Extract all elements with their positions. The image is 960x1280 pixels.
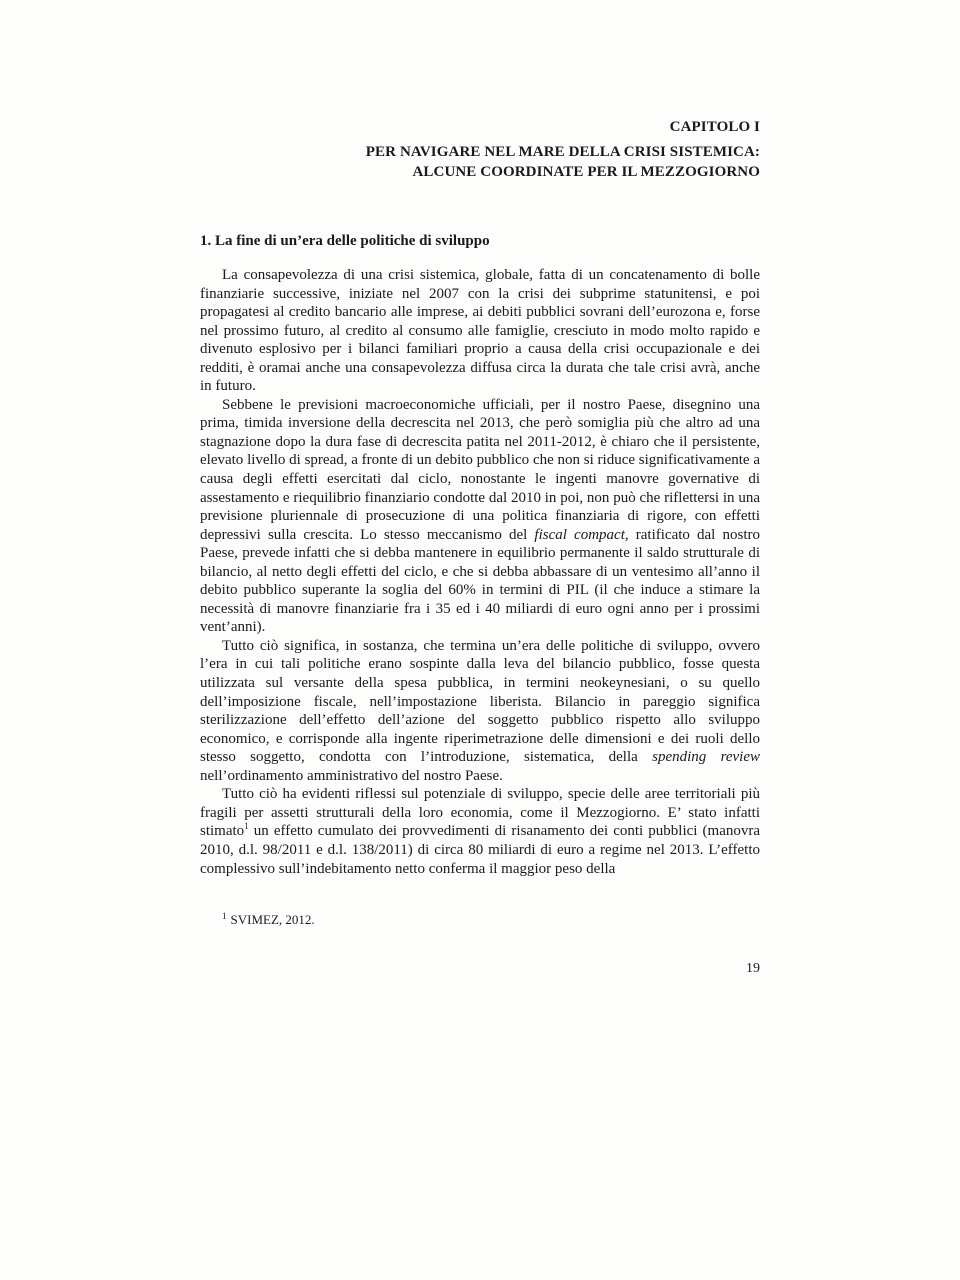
- chapter-label: CAPITOLO I: [669, 119, 760, 135]
- footnote-reference: 1: [244, 821, 249, 832]
- paragraph-2-italic-term: fiscal compact: [534, 526, 625, 543]
- paragraph-2: [200, 396, 760, 637]
- paragraph-2-text-b: , ratificato dal nostro Paese, prevede infatti che si debba mantenere in equilibrio permanente il saldo strutturale di bilancio, al netto degli effetti del ciclo, e che si debba abbassare di un ventesimo all’anno il debito pubblico superante la soglia del 60% in termini di PIL (il che induce a stimare la necessità di manovre finanziarie fra i 35 ed i 40 miliardi di euro ogni anno per i prossimi vent’anni).: [200, 526, 760, 636]
- chapter-title-line-2: ALCUNE COORDINATE PER IL MEZZOGIORNO: [412, 164, 760, 180]
- paragraph-3-italic-term: spending review: [652, 749, 760, 766]
- section-heading: 1. La fine di un’era delle politiche di sviluppo: [200, 233, 490, 249]
- footnote: [222, 911, 315, 929]
- paragraph-1: La consapevolezza di una crisi sistemica, globale, fatta di un concatenamento di bolle finanziarie successive, iniziate nel 2007 con la crisi dei subprime statunitensi, e poi propagatesi al credito bancario alle imprese, ai debiti pubblici sovrani dell’eurozona e, forse nel prossimo futuro, al credito al consumo alle famiglie, cresciuto in modo molto rapido e divenuto esplosivo per i bilanci familiari proprio a causa della crisi occupazionale e dei redditi, è oramai anche una consapevolezza diffusa circa la durata che tale crisi avrà, anche in futuro.: [200, 267, 760, 395]
- paragraph-2-text-a: Sebbene le previsioni macroeconomiche ufficiali, per il nostro Paese, disegnino una prima, timida inversione della decrescita nel 2013, che però somiglia più che altro ad una stagnazione dopo la dura fase di decrescita patita nel 2011-2012, è chiaro che il persistente, elevato livello di spread, a fronte di un debito pubblico che non si riduce significativamente a causa degli effetti esercitati dal ciclo, nonostante le ingenti manovre governative di assestamento e riequilibrio finanziario condotte dal 2010 in poi, non può che riflettersi in una previsione pluriennale di prosecuzione di una politica finanziaria di rigore, con effetti depressivi sulla crescita. Lo stesso meccanismo del: [200, 396, 760, 543]
- paragraph-3-text-b: nell’ordinamento amministrativo del nostro Paese.: [200, 767, 503, 784]
- body-text: [200, 266, 760, 878]
- footnote-text: SVIMEZ, 2012.: [230, 912, 315, 927]
- paragraph-4-text-b: un effetto cumulato dei provvedimenti di risanamento dei conti pubblici (manovra 2010, d.l. 98/2011 e d.l. 138/2011) di circa 80 miliardi di euro a regime nel 2013. L’effetto complessivo sull’indebitamento netto conferma il maggior peso della: [200, 823, 760, 877]
- paragraph-4: [200, 785, 760, 878]
- chapter-header: [366, 117, 760, 182]
- chapter-title-line-1: PER NAVIGARE NEL MARE DELLA CRISI SISTEMICA:: [365, 144, 760, 160]
- page-number: 19: [746, 961, 760, 976]
- paragraph-3: [200, 637, 760, 785]
- footnote-number: 1: [222, 910, 227, 921]
- paragraph-3-text-a: Tutto ciò significa, in sostanza, che termina un’era delle politiche di sviluppo, ovvero l’era in cui tali politiche erano sospinte dalla leva del bilancio pubblico, fosse questa utilizzata sul versante della spesa pubblica, in termini neokeynesiani, o su quello dell’imposizione fiscale, nell’impostazione liberista. Bilancio in pareggio significa sterilizzazione dell’effetto dell’azione del soggetto pubblico rispetto allo sviluppo economico, e corrisponde alla ingente riperimetrazione delle dimensioni e dei ruoli dello stesso soggetto, condotta con l’introduzione, sistematica, della: [200, 637, 760, 766]
- paragraph-4-text-a: Tutto ciò ha evidenti riflessi sul potenziale di sviluppo, specie delle aree territoriali più fragili per assetti strutturali della loro economia, come il Mezzogiorno. E’ stato infatti stimato: [200, 786, 760, 840]
